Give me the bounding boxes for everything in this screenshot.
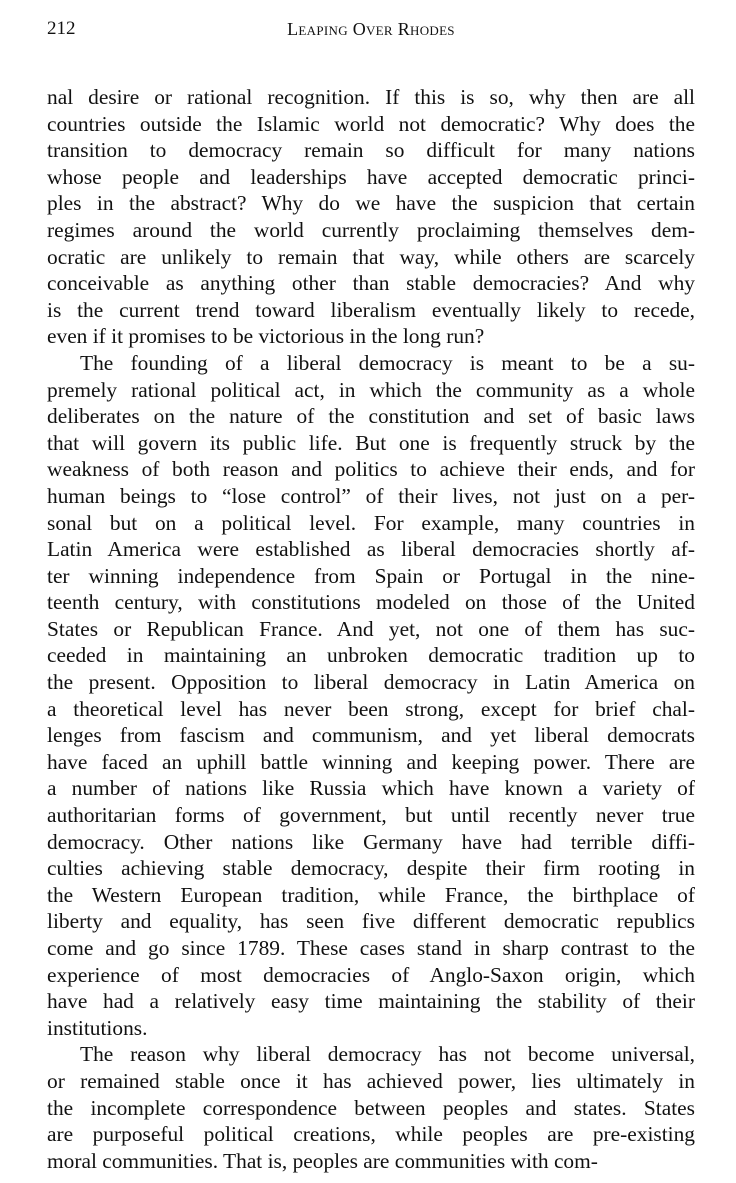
text-line: even if it promises to be victorious in the long run? bbox=[47, 324, 485, 349]
text-line: countries outside the Islamic world not democratic? Why does the bbox=[47, 111, 695, 136]
text-line: The founding of a liberal democracy is meant to be a su- bbox=[80, 350, 695, 375]
text-line: weakness of both reason and politics to achieve their ends, and for bbox=[47, 457, 695, 482]
text-line: ocratic are unlikely to remain that way, while others are scarcely bbox=[47, 244, 695, 269]
book-page bbox=[47, 14, 695, 1174]
text-line: ter winning independence from Spain or Portugal in the nine- bbox=[47, 563, 695, 588]
text-line: teenth century, with constitutions modeled on those of the United bbox=[47, 590, 695, 615]
page-number: 212 bbox=[47, 18, 76, 39]
text-line: whose people and leaderships have accepted democratic princi- bbox=[47, 164, 695, 189]
page-header bbox=[47, 14, 695, 44]
text-line: culties achieving stable democracy, despite their firm rooting in bbox=[47, 856, 695, 881]
text-line: liberty and equality, has seen five different democratic republics bbox=[47, 909, 695, 934]
text-line: ceeded in maintaining an unbroken democratic tradition up to bbox=[47, 643, 695, 668]
text-line: experience of most democracies of Anglo-Saxon origin, which bbox=[47, 962, 695, 987]
text-line: the present. Opposition to liberal democracy in Latin America on bbox=[47, 670, 695, 695]
paragraph bbox=[47, 350, 695, 1041]
text-line: lenges from fascism and communism, and yet liberal democrats bbox=[47, 723, 695, 748]
paragraph bbox=[47, 1041, 695, 1174]
text-line: that will govern its public life. But one is frequently struck by the bbox=[47, 430, 695, 455]
text-line: conceivable as anything other than stable democracies? And why bbox=[47, 271, 695, 296]
text-line: moral communities. That is, peoples are communities with com- bbox=[47, 1148, 598, 1173]
text-line: the incomplete correspondence between peoples and states. States bbox=[47, 1095, 695, 1120]
text-line: The reason why liberal democracy has not become universal, bbox=[80, 1042, 695, 1067]
text-line: have faced an uphill battle winning and keeping power. There are bbox=[47, 749, 695, 774]
text-line: transition to democracy remain so difficult for many nations bbox=[47, 138, 695, 163]
text-line: institutions. bbox=[47, 1015, 148, 1040]
text-line: nal desire or rational recognition. If this is so, why then are all bbox=[47, 85, 695, 109]
text-line: a theoretical level has never been strong, except for brief chal- bbox=[47, 696, 695, 721]
text-line: is the current trend toward liberalism eventually likely to recede, bbox=[47, 297, 695, 322]
text-line: the Western European tradition, while France, the birthplace of bbox=[47, 882, 695, 907]
text-line: democracy. Other nations like Germany have had terrible diffi- bbox=[47, 829, 695, 854]
text-line: Latin America were established as liberal democracies shortly af- bbox=[47, 537, 695, 562]
text-line: or remained stable once it has achieved power, lies ultimately in bbox=[47, 1068, 695, 1093]
text-line: have had a relatively easy time maintaining the stability of their bbox=[47, 989, 695, 1014]
text-line: are purposeful political creations, while peoples are pre-existing bbox=[47, 1122, 695, 1147]
running-head: Leaping Over Rhodes bbox=[287, 19, 455, 39]
body-text bbox=[47, 84, 695, 1174]
text-line: ples in the abstract? Why do we have the suspicion that certain bbox=[47, 191, 695, 216]
text-line: human beings to “lose control” of their lives, not just on a per- bbox=[47, 483, 695, 508]
text-line: authoritarian forms of government, but until recently never true bbox=[47, 803, 695, 828]
paragraph bbox=[47, 84, 695, 350]
text-line: regimes around the world currently proclaiming themselves dem- bbox=[47, 217, 695, 242]
text-line: a number of nations like Russia which have known a variety of bbox=[47, 776, 695, 801]
text-line: come and go since 1789. These cases stand in sharp contrast to the bbox=[47, 936, 695, 960]
text-line: States or Republican France. And yet, not one of them has suc- bbox=[47, 616, 695, 641]
text-line: deliberates on the nature of the constitution and set of basic laws bbox=[47, 404, 695, 429]
text-line: premely rational political act, in which the community as a whole bbox=[47, 377, 695, 402]
text-line: sonal but on a political level. For example, many countries in bbox=[47, 510, 695, 535]
